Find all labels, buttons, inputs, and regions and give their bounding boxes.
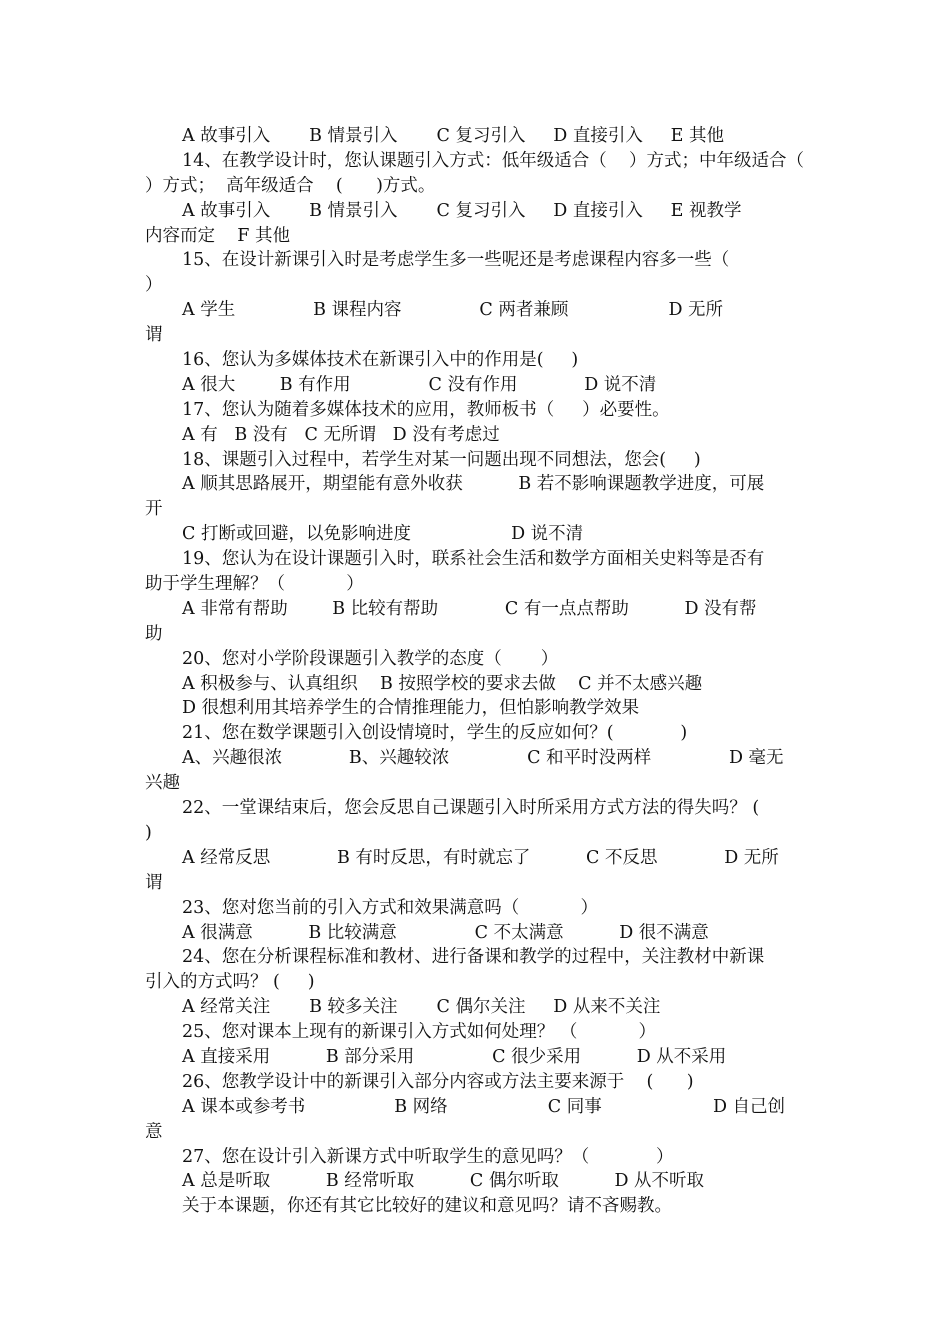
question-line: 24、您在分析课程标准和教材、进行备课和教学的过程中，关注教材中新课	[182, 947, 765, 968]
questionnaire-body	[145, 124, 808, 1219]
question-line: 18、课题引入过程中，若学生对某一问题出现不同想法，您会( )	[182, 449, 701, 470]
continuation-line: 内容而定 F 其他	[145, 225, 290, 246]
continuation-line: 助	[145, 623, 163, 644]
options-line: A 课本或参考书 B 网络 C 同事 D 自己创	[182, 1096, 786, 1117]
question-line: 关于本课题，你还有其它比较好的建议和意见吗？请不吝赐教。	[182, 1196, 672, 1217]
continuation-line: 意	[145, 1121, 163, 1142]
continuation-line: 谓	[145, 325, 163, 346]
question-line: 26、您教学设计中的新课引入部分内容或方法主要来源于 ( )	[182, 1071, 694, 1092]
question-line: 16、您认为多媒体技术在新课引入中的作用是( )	[182, 350, 579, 371]
question-line: 23、您对您当前的引入方式和效果满意吗（ ）	[182, 897, 598, 918]
continuation-line: 兴趣	[145, 773, 180, 794]
options-line: A 有 B 没有 C 无所谓 D 没有考虑过	[182, 424, 500, 445]
options-line: A 经常关注 B 较多关注 C 偶尔关注 D 从来不关注	[182, 997, 661, 1018]
options-line: A 积极参与、认真组织 B 按照学校的要求去做 C 并不太感兴趣	[182, 673, 703, 694]
options-line: A 总是听取 B 经常听取 C 偶尔听取 D 从不听取	[182, 1171, 705, 1192]
continuation-line: 开	[145, 499, 163, 520]
continuation-line: ）	[145, 275, 163, 296]
question-line: 27、您在设计引入新课方式中听取学生的意见吗？（ ）	[182, 1146, 674, 1167]
options-line: A 经常反思 B 有时反思，有时就忘了 C 不反思 D 无所	[182, 847, 779, 868]
question-line: 21、您在数学课题引入创设情境时，学生的反应如何？( )	[182, 723, 688, 744]
options-line: A 很大 B 有作用 C 没有作用 D 说不清	[182, 374, 657, 395]
options-line: A 顺其思路展开，期望能有意外收获 B 若不影响课题教学进度，可展	[182, 474, 765, 495]
options-line: A 故事引入 B 情景引入 C 复习引入 D 直接引入 E 其他	[182, 126, 725, 146]
question-line: 15、在设计新课引入时是考虑学生多一些呢还是考虑课程内容多一些（	[182, 250, 730, 271]
question-line: 19、您认为在设计课题引入时，联系社会生活和数学方面相关史料等是否有	[182, 549, 765, 570]
options-line: A 非常有帮助 B 比较有帮助 C 有一点点帮助 D 没有帮	[182, 598, 757, 619]
question-line: 14、在教学设计时，您认课题引入方式：低年级适合（ ）方式；中年级适合（	[182, 150, 805, 171]
continuation-line: 引入的方式吗？ ( )	[145, 972, 315, 993]
question-line: 22、一堂课结束后，您会反思自己课题引入时所采用方式方法的得失吗？ (	[182, 798, 760, 819]
continuation-line: 谓	[145, 872, 163, 893]
question-line: 25、您对课本上现有的新课引入方式如何处理？ （ ）	[182, 1022, 657, 1043]
continuation-line: 助于学生理解？（ ）	[145, 574, 364, 595]
continuation-line: ）方式； 高年级适合 ( )方式。	[145, 175, 436, 196]
continuation-line: )	[145, 822, 152, 843]
options-line: A 很满意 B 比较满意 C 不太满意 D 很不满意	[182, 922, 709, 943]
question-line: 17、您认为随着多媒体技术的应用，教师板书（ ）必要性。	[182, 399, 670, 420]
options-line: A、兴趣很浓 B、兴趣较浓 C 和平时没两样 D 毫无	[182, 748, 784, 769]
options-line: A 直接采用 B 部分采用 C 很少采用 D 从不采用	[182, 1046, 727, 1067]
options-line: A 故事引入 B 情景引入 C 复习引入 D 直接引入 E 视教学	[182, 200, 742, 221]
options-line: D 很想利用其培养学生的合情推理能力，但怕影响教学效果	[182, 698, 640, 719]
options-line: A 学生 B 课程内容 C 两者兼顾 D 无所	[182, 300, 724, 321]
options-line: C 打断或回避，以免影响进度 D 说不清	[182, 524, 584, 545]
question-line: 20、您对小学阶段课题引入教学的态度（ ）	[182, 648, 559, 669]
